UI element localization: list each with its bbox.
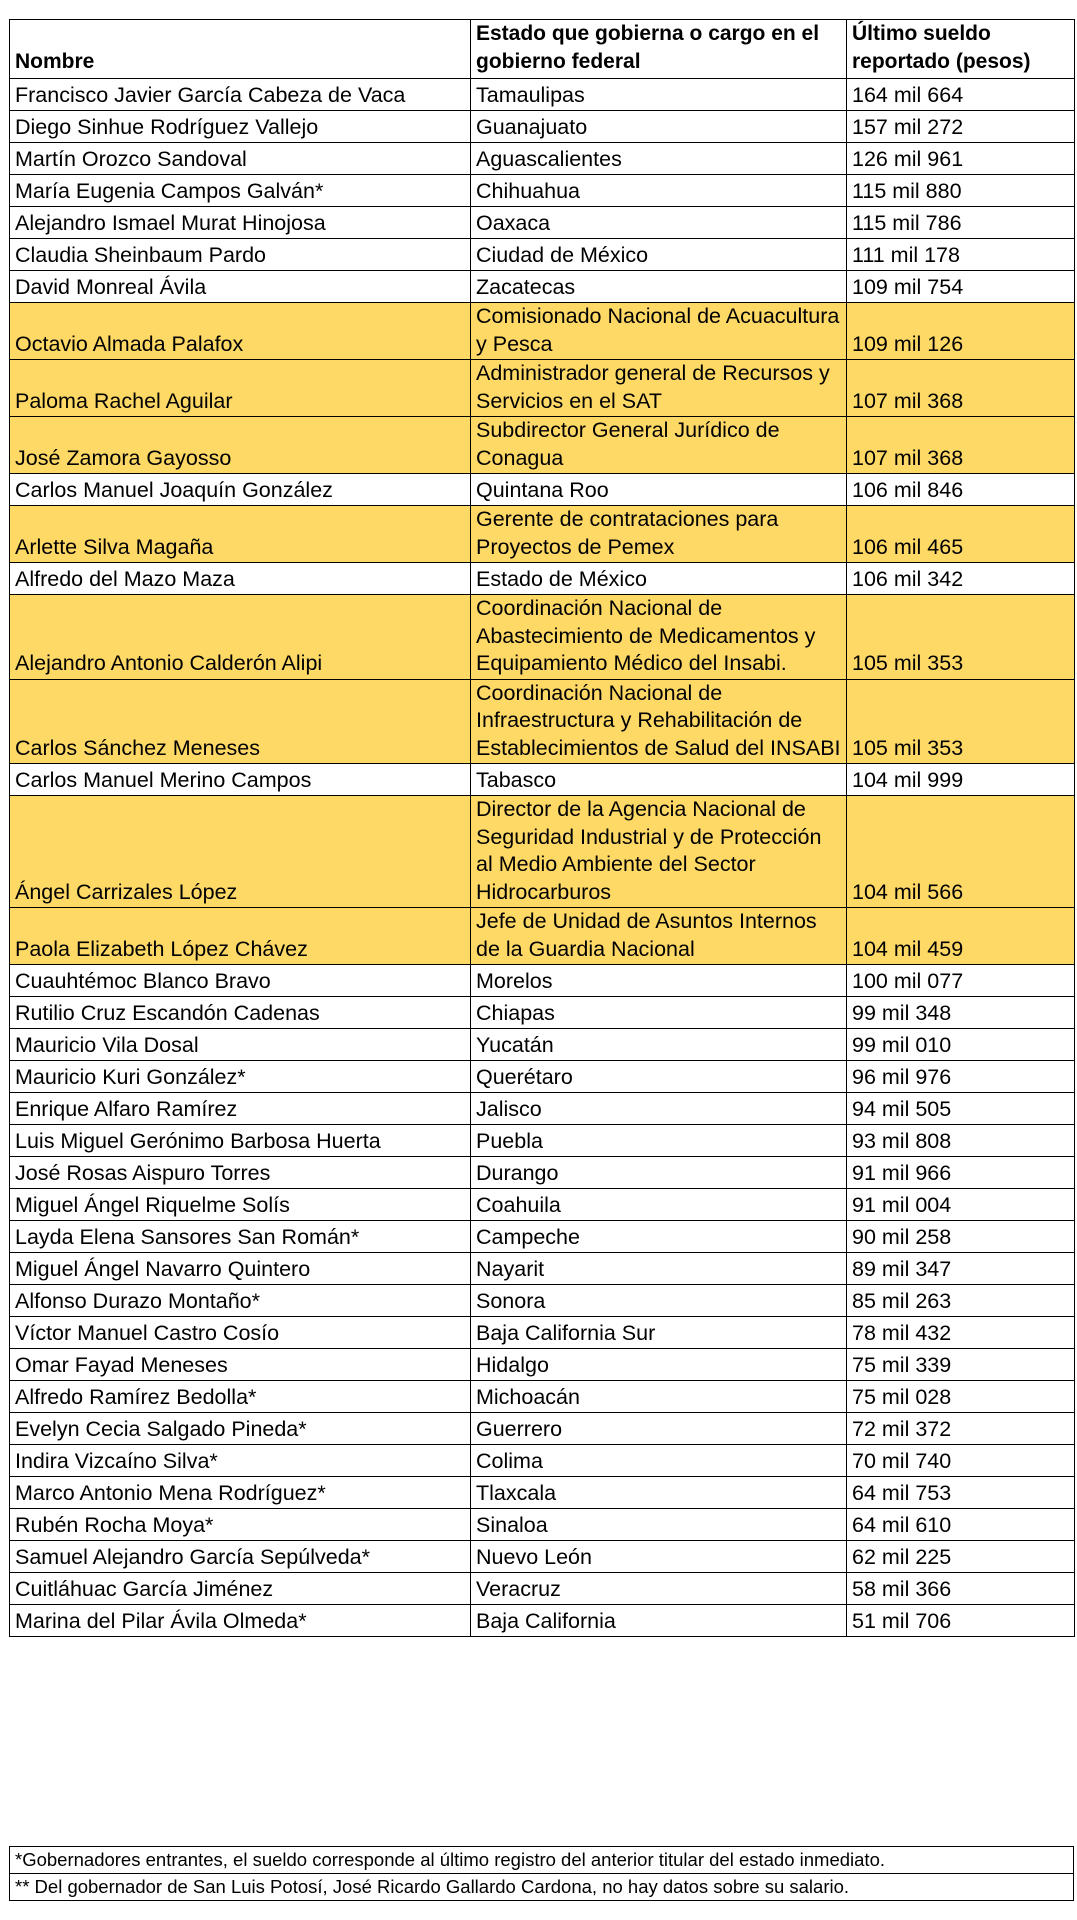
cell-salary: 78 mil 432: [847, 1317, 1075, 1349]
cell-position: Baja California: [471, 1605, 847, 1637]
cell-name: Paloma Rachel Aguilar: [10, 360, 471, 417]
cell-name: Miguel Ángel Navarro Quintero: [10, 1253, 471, 1285]
cell-salary: 106 mil 846: [847, 474, 1075, 506]
cell-salary: 99 mil 348: [847, 997, 1075, 1029]
cell-salary: 90 mil 258: [847, 1221, 1075, 1253]
table-body: [10, 79, 1075, 1637]
cell-name: Indira Vizcaíno Silva*: [10, 1445, 471, 1477]
cell-position: Veracruz: [471, 1573, 847, 1605]
cell-position: Subdirector General Jurídico de Conagua: [471, 417, 847, 474]
cell-name: Cuauhtémoc Blanco Bravo: [10, 965, 471, 997]
cell-position: Administrador general de Recursos y Servicios en el SAT: [471, 360, 847, 417]
table-row: [10, 474, 1075, 506]
cell-name: José Zamora Gayosso: [10, 417, 471, 474]
salary-table: [9, 19, 1075, 1637]
cell-position: Baja California Sur: [471, 1317, 847, 1349]
cell-position: Zacatecas: [471, 271, 847, 303]
cell-name: Claudia Sheinbaum Pardo: [10, 239, 471, 271]
cell-salary: 91 mil 966: [847, 1157, 1075, 1189]
table-row: [10, 1445, 1075, 1477]
cell-salary: 104 mil 566: [847, 796, 1075, 908]
cell-position: Tamaulipas: [471, 79, 847, 111]
cell-name: Paola Elizabeth López Chávez: [10, 908, 471, 965]
cell-salary: 104 mil 459: [847, 908, 1075, 965]
table-row: [10, 563, 1075, 595]
cell-position: Coordinación Nacional de Abastecimiento de Medicamentos y Equipamiento Médico del Insabi.: [471, 595, 847, 680]
cell-salary: 99 mil 010: [847, 1029, 1075, 1061]
cell-position: Puebla: [471, 1125, 847, 1157]
cell-position: Michoacán: [471, 1381, 847, 1413]
cell-name: Omar Fayad Meneses: [10, 1349, 471, 1381]
cell-salary: 109 mil 754: [847, 271, 1075, 303]
cell-name: Carlos Sánchez Meneses: [10, 679, 471, 764]
cell-salary: 105 mil 353: [847, 595, 1075, 680]
cell-salary: 115 mil 880: [847, 175, 1075, 207]
cell-name: Octavio Almada Palafox: [10, 303, 471, 360]
cell-salary: 164 mil 664: [847, 79, 1075, 111]
cell-position: Tabasco: [471, 764, 847, 796]
table-row: [10, 1509, 1075, 1541]
table-row: [10, 997, 1075, 1029]
cell-salary: 64 mil 753: [847, 1477, 1075, 1509]
table-row: [10, 1285, 1075, 1317]
cell-salary: 111 mil 178: [847, 239, 1075, 271]
cell-salary: 107 mil 368: [847, 360, 1075, 417]
table-row: [10, 1253, 1075, 1285]
cell-position: Guanajuato: [471, 111, 847, 143]
cell-position: Oaxaca: [471, 207, 847, 239]
cell-position: Durango: [471, 1157, 847, 1189]
table-row: [10, 360, 1075, 417]
table-row: [10, 143, 1075, 175]
table-row: [10, 506, 1075, 563]
table-row: [10, 79, 1075, 111]
cell-position: Quintana Roo: [471, 474, 847, 506]
cell-salary: 126 mil 961: [847, 143, 1075, 175]
cell-name: Víctor Manuel Castro Cosío: [10, 1317, 471, 1349]
cell-salary: 105 mil 353: [847, 679, 1075, 764]
cell-salary: 70 mil 740: [847, 1445, 1075, 1477]
cell-salary: 109 mil 126: [847, 303, 1075, 360]
cell-name: Cuitláhuac García Jiménez: [10, 1573, 471, 1605]
cell-name: Rubén Rocha Moya*: [10, 1509, 471, 1541]
cell-name: Luis Miguel Gerónimo Barbosa Huerta: [10, 1125, 471, 1157]
cell-salary: 51 mil 706: [847, 1605, 1075, 1637]
cell-salary: 62 mil 225: [847, 1541, 1075, 1573]
cell-position: Querétaro: [471, 1061, 847, 1093]
table-row: [10, 1125, 1075, 1157]
cell-position: Hidalgo: [471, 1349, 847, 1381]
cell-salary: 85 mil 263: [847, 1285, 1075, 1317]
cell-name: Alfredo Ramírez Bedolla*: [10, 1381, 471, 1413]
table-row: [10, 175, 1075, 207]
cell-name: Arlette Silva Magaña: [10, 506, 471, 563]
cell-name: David Monreal Ávila: [10, 271, 471, 303]
footnotes: [9, 1846, 1074, 1901]
cell-name: Martín Orozco Sandoval: [10, 143, 471, 175]
header-salary: Último sueldo reportado (pesos): [847, 20, 1075, 79]
cell-position: Campeche: [471, 1221, 847, 1253]
cell-name: Carlos Manuel Joaquín González: [10, 474, 471, 506]
cell-position: Colima: [471, 1445, 847, 1477]
cell-position: Yucatán: [471, 1029, 847, 1061]
cell-salary: 75 mil 339: [847, 1349, 1075, 1381]
table-row: [10, 1381, 1075, 1413]
cell-name: Layda Elena Sansores San Román*: [10, 1221, 471, 1253]
table-row: [10, 1541, 1075, 1573]
table-row: [10, 908, 1075, 965]
cell-position: Tlaxcala: [471, 1477, 847, 1509]
table-row: [10, 1573, 1075, 1605]
cell-position: Ciudad de México: [471, 239, 847, 271]
cell-salary: 75 mil 028: [847, 1381, 1075, 1413]
cell-position: Guerrero: [471, 1413, 847, 1445]
table-row: [10, 303, 1075, 360]
cell-position: Estado de México: [471, 563, 847, 595]
cell-salary: 100 mil 077: [847, 965, 1075, 997]
cell-salary: 89 mil 347: [847, 1253, 1075, 1285]
cell-salary: 106 mil 465: [847, 506, 1075, 563]
cell-salary: 58 mil 366: [847, 1573, 1075, 1605]
table-row: [10, 1605, 1075, 1637]
table-row: [10, 764, 1075, 796]
table-row: [10, 1413, 1075, 1445]
cell-position: Jalisco: [471, 1093, 847, 1125]
cell-name: Marco Antonio Mena Rodríguez*: [10, 1477, 471, 1509]
cell-salary: 115 mil 786: [847, 207, 1075, 239]
cell-salary: 157 mil 272: [847, 111, 1075, 143]
table-row: [10, 965, 1075, 997]
table-row: [10, 1029, 1075, 1061]
footnote-row: [10, 1874, 1074, 1901]
cell-position: Comisionado Nacional de Acuacultura y Pesca: [471, 303, 847, 360]
cell-position: Morelos: [471, 965, 847, 997]
cell-name: Francisco Javier García Cabeza de Vaca: [10, 79, 471, 111]
cell-position: Director de la Agencia Nacional de Seguridad Industrial y de Protección al Medio Ambiente del Sector Hidrocarburos: [471, 796, 847, 908]
cell-name: Carlos Manuel Merino Campos: [10, 764, 471, 796]
cell-name: Alfredo del Mazo Maza: [10, 563, 471, 595]
table-row: [10, 1317, 1075, 1349]
table-row: [10, 271, 1075, 303]
cell-position: Chiapas: [471, 997, 847, 1029]
cell-name: Marina del Pilar Ávila Olmeda*: [10, 1605, 471, 1637]
cell-name: Enrique Alfaro Ramírez: [10, 1093, 471, 1125]
table-row: [10, 207, 1075, 239]
cell-salary: 93 mil 808: [847, 1125, 1075, 1157]
table-row: [10, 1093, 1075, 1125]
cell-salary: 107 mil 368: [847, 417, 1075, 474]
cell-position: Coordinación Nacional de Infraestructura y Rehabilitación de Establecimientos de Salud del INSABI: [471, 679, 847, 764]
cell-name: Diego Sinhue Rodríguez Vallejo: [10, 111, 471, 143]
cell-salary: 94 mil 505: [847, 1093, 1075, 1125]
cell-name: José Rosas Aispuro Torres: [10, 1157, 471, 1189]
cell-name: Samuel Alejandro García Sepúlveda*: [10, 1541, 471, 1573]
table-row: [10, 1477, 1075, 1509]
cell-name: Miguel Ángel Riquelme Solís: [10, 1189, 471, 1221]
cell-position: Coahuila: [471, 1189, 847, 1221]
table-row: [10, 679, 1075, 764]
cell-name: Ángel Carrizales López: [10, 796, 471, 908]
footnote-text: ** Del gobernador de San Luis Potosí, José Ricardo Gallardo Cardona, no hay datos sobre su salario.: [10, 1874, 1074, 1901]
table-row: [10, 595, 1075, 680]
cell-position: Sonora: [471, 1285, 847, 1317]
cell-position: Jefe de Unidad de Asuntos Internos de la Guardia Nacional: [471, 908, 847, 965]
table-row: [10, 417, 1075, 474]
header-name: Nombre: [10, 20, 471, 79]
cell-name: Rutilio Cruz Escandón Cadenas: [10, 997, 471, 1029]
cell-position: Aguascalientes: [471, 143, 847, 175]
cell-salary: 106 mil 342: [847, 563, 1075, 595]
cell-salary: 72 mil 372: [847, 1413, 1075, 1445]
table-row: [10, 1189, 1075, 1221]
table-row: [10, 1221, 1075, 1253]
table-row: [10, 1349, 1075, 1381]
table-row: [10, 239, 1075, 271]
cell-name: Mauricio Vila Dosal: [10, 1029, 471, 1061]
cell-position: Chihuahua: [471, 175, 847, 207]
cell-name: Alejandro Ismael Murat Hinojosa: [10, 207, 471, 239]
table-row: [10, 1061, 1075, 1093]
table-row: [10, 796, 1075, 908]
cell-salary: 91 mil 004: [847, 1189, 1075, 1221]
cell-salary: 104 mil 999: [847, 764, 1075, 796]
cell-name: Evelyn Cecia Salgado Pineda*: [10, 1413, 471, 1445]
cell-name: Mauricio Kuri González*: [10, 1061, 471, 1093]
footnote-row: [10, 1847, 1074, 1874]
table-row: [10, 111, 1075, 143]
cell-position: Nayarit: [471, 1253, 847, 1285]
table-row: [10, 1157, 1075, 1189]
header-row: [10, 20, 1075, 79]
cell-salary: 96 mil 976: [847, 1061, 1075, 1093]
header-position: Estado que gobierna o cargo en el gobierno federal: [471, 20, 847, 79]
cell-name: María Eugenia Campos Galván*: [10, 175, 471, 207]
cell-position: Nuevo León: [471, 1541, 847, 1573]
footnote-text: *Gobernadores entrantes, el sueldo corresponde al último registro del anterior titular del estado inmediato.: [10, 1847, 1074, 1874]
cell-name: Alejandro Antonio Calderón Alipi: [10, 595, 471, 680]
cell-position: Gerente de contrataciones para Proyectos de Pemex: [471, 506, 847, 563]
cell-position: Sinaloa: [471, 1509, 847, 1541]
cell-salary: 64 mil 610: [847, 1509, 1075, 1541]
cell-name: Alfonso Durazo Montaño*: [10, 1285, 471, 1317]
